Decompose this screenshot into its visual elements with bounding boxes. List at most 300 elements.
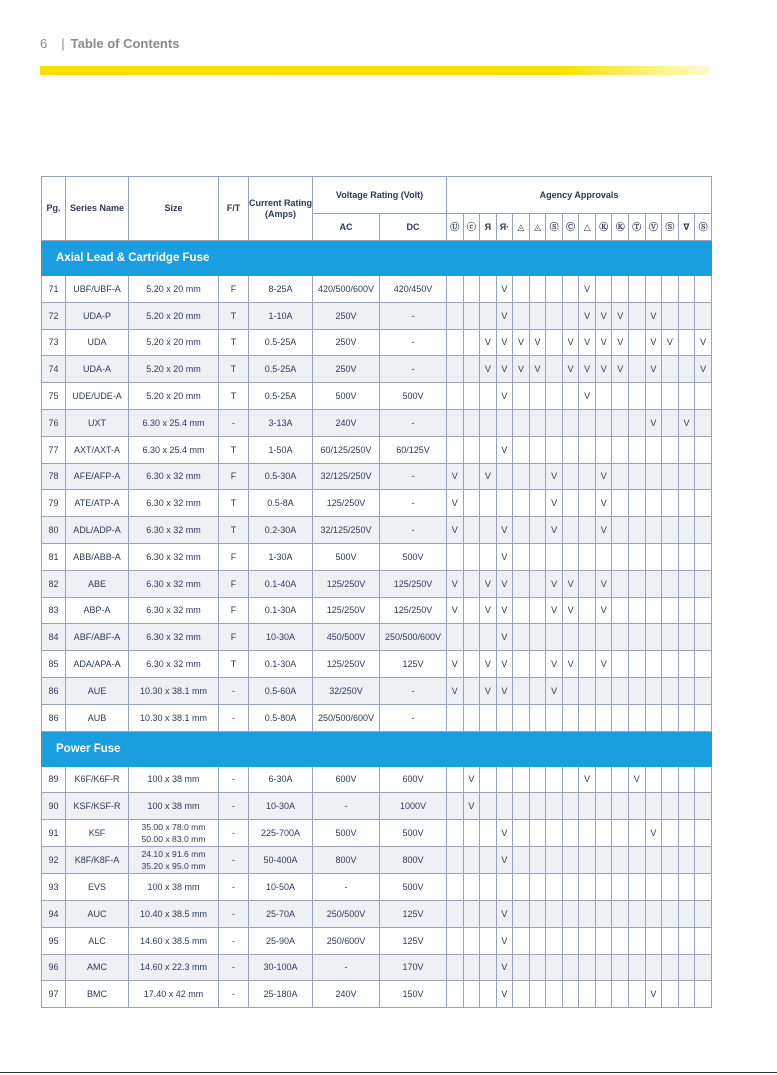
cell-approval	[678, 677, 695, 704]
cell-approval	[562, 490, 579, 517]
cell-approval	[447, 409, 464, 436]
table-of-contents	[41, 176, 712, 1008]
cell-approval	[612, 624, 629, 651]
cell-approval: V	[496, 570, 513, 597]
cell-approval	[447, 383, 464, 410]
cell-approval	[645, 677, 662, 704]
cell-approval	[678, 793, 695, 820]
cell-approval	[695, 624, 712, 651]
cell-approval	[678, 651, 695, 678]
cell-dc: -	[380, 356, 447, 383]
cell-series-name: UBF/UBF-A	[66, 276, 129, 303]
cell-approval	[513, 677, 530, 704]
cell-approval	[529, 954, 546, 981]
cell-approval	[562, 954, 579, 981]
cell-approval	[513, 793, 530, 820]
cell-approval	[645, 847, 662, 874]
cell-approval	[546, 543, 563, 570]
cell-approval: V	[480, 597, 497, 624]
cell-approval: V	[513, 329, 530, 356]
cell-page: 80	[42, 517, 66, 544]
cell-approval: V	[562, 597, 579, 624]
cell-approval	[579, 651, 596, 678]
cell-approval	[496, 704, 513, 731]
cell-approval: V	[612, 356, 629, 383]
cell-dc: 250/500/600V	[380, 624, 447, 651]
cell-approval	[678, 981, 695, 1008]
cell-series-name: AUB	[66, 704, 129, 731]
cell-page: 73	[42, 329, 66, 356]
cell-ac: 240V	[313, 981, 380, 1008]
cell-approval	[629, 356, 646, 383]
cell-approval	[662, 409, 679, 436]
cell-approval	[529, 302, 546, 329]
cell-approval	[447, 847, 464, 874]
cell-approval	[463, 383, 480, 410]
cell-current: 0.5-80A	[249, 704, 313, 731]
cell-approval	[480, 874, 497, 901]
cell-ac: 250V	[313, 302, 380, 329]
size-line-2: 50.00 x 83.0 mm	[141, 834, 206, 845]
cell-page: 79	[42, 490, 66, 517]
cell-approval	[595, 383, 612, 410]
cell-series-name: K6F/K6F-R	[66, 766, 129, 793]
cell-ft: -	[219, 927, 249, 954]
cell-approval	[463, 543, 480, 570]
cell-size: 6.30 x 25.4 mm	[129, 436, 219, 463]
cell-approval	[579, 543, 596, 570]
cell-approval	[480, 436, 497, 463]
cell-dc: -	[380, 517, 447, 544]
cell-approval	[463, 409, 480, 436]
cell-approval	[629, 463, 646, 490]
cell-current: 0.5-8A	[249, 490, 313, 517]
cell-series-name: AXT/AXT-A	[66, 436, 129, 463]
cell-approval	[546, 981, 563, 1008]
cell-approval	[662, 597, 679, 624]
cell-approval	[595, 766, 612, 793]
cell-series-name: ATE/ATP-A	[66, 490, 129, 517]
cell-series-name: EVS	[66, 874, 129, 901]
cell-current: 8-25A	[249, 276, 313, 303]
table-row	[42, 570, 712, 597]
cell-approval	[645, 570, 662, 597]
cell-approval	[678, 302, 695, 329]
cell-ft: T	[219, 356, 249, 383]
cell-series-name: K5F	[66, 820, 129, 847]
cell-approval	[513, 276, 530, 303]
table-row	[42, 954, 712, 981]
cell-approval	[579, 463, 596, 490]
cell-approval: V	[480, 570, 497, 597]
cell-approval: V	[496, 927, 513, 954]
cell-ft: T	[219, 383, 249, 410]
cell-approval	[695, 463, 712, 490]
agency-cru-icon: Я·	[496, 214, 513, 241]
cell-approval: V	[496, 981, 513, 1008]
cell-ac: 450/500V	[313, 624, 380, 651]
cell-series-name: AUE	[66, 677, 129, 704]
page-header	[40, 36, 179, 51]
table-row	[42, 651, 712, 678]
cell-approval: V	[496, 820, 513, 847]
cell-approval	[562, 981, 579, 1008]
cell-series-name: K8F/K8F-A	[66, 847, 129, 874]
cell-size: 14.60 x 38.5 mm	[129, 927, 219, 954]
cell-approval	[595, 543, 612, 570]
footer-rule	[0, 1072, 777, 1073]
cell-approval	[678, 570, 695, 597]
cell-approval: V	[595, 570, 612, 597]
cell-approval	[662, 302, 679, 329]
cell-approval	[629, 276, 646, 303]
cell-approval	[645, 597, 662, 624]
cell-size: 5.20 x 20 mm	[129, 329, 219, 356]
cell-approval	[595, 874, 612, 901]
cell-size: 5.20 x 20 mm	[129, 383, 219, 410]
cell-approval: V	[695, 356, 712, 383]
cell-approval: V	[463, 766, 480, 793]
cell-approval	[447, 900, 464, 927]
cell-current: 1-50A	[249, 436, 313, 463]
cell-dc: 125V	[380, 651, 447, 678]
cell-ac: 125/250V	[313, 490, 380, 517]
cell-current: 0.2-30A	[249, 517, 313, 544]
cell-page: 71	[42, 276, 66, 303]
cell-series-name: BMC	[66, 981, 129, 1008]
cell-approval	[529, 463, 546, 490]
cell-approval	[463, 704, 480, 731]
cell-approval	[546, 356, 563, 383]
cell-approval	[562, 677, 579, 704]
cell-approval	[662, 356, 679, 383]
cell-approval	[629, 981, 646, 1008]
table-row	[42, 543, 712, 570]
cell-approval: V	[496, 597, 513, 624]
cell-dc: 500V	[380, 874, 447, 901]
cell-approval: V	[695, 329, 712, 356]
table-row	[42, 276, 712, 303]
cell-approval: V	[562, 329, 579, 356]
cell-approval	[480, 276, 497, 303]
cell-approval	[645, 900, 662, 927]
cell-approval: V	[579, 276, 596, 303]
cell-approval	[595, 793, 612, 820]
cell-approval	[546, 927, 563, 954]
cell-size: 6.30 x 32 mm	[129, 570, 219, 597]
cell-ft: T	[219, 517, 249, 544]
cell-page: 81	[42, 543, 66, 570]
cell-series-name: AMC	[66, 954, 129, 981]
cell-dc: -	[380, 409, 447, 436]
cell-approval	[513, 570, 530, 597]
cell-page: 84	[42, 624, 66, 651]
cell-ac: -	[313, 793, 380, 820]
cell-approval	[695, 793, 712, 820]
table-row	[42, 981, 712, 1008]
cell-approval	[612, 463, 629, 490]
cell-ac: -	[313, 954, 380, 981]
cell-approval: V	[496, 302, 513, 329]
cell-approval	[629, 383, 646, 410]
cell-approval: V	[447, 597, 464, 624]
cell-approval: V	[529, 356, 546, 383]
cell-approval	[629, 517, 646, 544]
cell-approval	[562, 927, 579, 954]
cell-ac: 125/250V	[313, 651, 380, 678]
cell-dc: 500V	[380, 543, 447, 570]
agency-ru-icon: Я	[480, 214, 497, 241]
cell-approval	[513, 847, 530, 874]
cell-page: 90	[42, 793, 66, 820]
cell-approval: V	[546, 570, 563, 597]
cell-approval: V	[463, 793, 480, 820]
table-row	[42, 766, 712, 793]
cell-approval	[480, 981, 497, 1008]
cell-approval: V	[546, 597, 563, 624]
cell-approval	[496, 490, 513, 517]
cell-approval	[695, 517, 712, 544]
cell-approval	[546, 329, 563, 356]
cell-approval: V	[480, 463, 497, 490]
cell-approval: V	[496, 356, 513, 383]
cell-approval	[513, 597, 530, 624]
cell-dc: 125V	[380, 900, 447, 927]
cell-approval	[463, 900, 480, 927]
cell-ac: 125/250V	[313, 570, 380, 597]
cell-approval	[513, 624, 530, 651]
cell-approval: V	[496, 847, 513, 874]
cell-approval	[645, 874, 662, 901]
cell-approval	[546, 900, 563, 927]
size-line-1: 35.00 x 78.0 mm	[141, 822, 206, 833]
cell-ft: -	[219, 900, 249, 927]
cell-size: 6.30 x 32 mm	[129, 651, 219, 678]
table-row	[42, 302, 712, 329]
cell-approval: V	[496, 624, 513, 651]
cell-approval	[480, 793, 497, 820]
cell-size	[129, 820, 219, 847]
cell-dc: 125V	[380, 927, 447, 954]
cell-approval	[678, 597, 695, 624]
cell-approval	[447, 436, 464, 463]
cell-approval	[645, 651, 662, 678]
cell-ft: F	[219, 570, 249, 597]
cell-approval	[480, 383, 497, 410]
cell-approval	[480, 954, 497, 981]
cell-approval	[662, 981, 679, 1008]
cell-approval	[579, 597, 596, 624]
cell-approval	[447, 302, 464, 329]
cell-current: 10-30A	[249, 624, 313, 651]
cell-approval	[662, 900, 679, 927]
cell-approval	[678, 766, 695, 793]
cell-ft: -	[219, 847, 249, 874]
cell-ft: F	[219, 597, 249, 624]
cell-approval	[645, 436, 662, 463]
cell-approval: V	[480, 356, 497, 383]
cell-approval	[447, 624, 464, 651]
cell-size: 100 x 38 mm	[129, 874, 219, 901]
cell-approval: V	[645, 820, 662, 847]
cell-approval	[612, 793, 629, 820]
cell-approval	[678, 927, 695, 954]
cell-approval: V	[546, 677, 563, 704]
cell-approval	[629, 543, 646, 570]
cell-approval: V	[595, 356, 612, 383]
cell-dc: 1000V	[380, 793, 447, 820]
cell-approval	[463, 329, 480, 356]
cell-approval	[595, 677, 612, 704]
cell-approval	[595, 927, 612, 954]
cell-current: 0.5-25A	[249, 356, 313, 383]
cell-approval	[695, 847, 712, 874]
cell-current: 1-30A	[249, 543, 313, 570]
cell-approval	[645, 276, 662, 303]
cell-approval	[645, 517, 662, 544]
cell-approval	[529, 409, 546, 436]
cell-approval	[480, 490, 497, 517]
cell-approval: V	[496, 436, 513, 463]
cell-size: 5.20 x 20 mm	[129, 356, 219, 383]
cell-approval	[629, 927, 646, 954]
cell-approval: V	[480, 329, 497, 356]
cell-approval	[612, 954, 629, 981]
cell-approval	[546, 276, 563, 303]
cell-approval	[562, 820, 579, 847]
cell-approval	[463, 651, 480, 678]
cell-approval	[562, 543, 579, 570]
cell-approval	[562, 276, 579, 303]
cell-approval	[562, 847, 579, 874]
cell-series-name: ADL/ADP-A	[66, 517, 129, 544]
cell-approval	[463, 820, 480, 847]
cell-current: 0.5-30A	[249, 463, 313, 490]
cell-approval	[496, 793, 513, 820]
cell-approval	[579, 517, 596, 544]
cell-approval	[513, 651, 530, 678]
agency-kc-icon: Ⓚ	[595, 214, 612, 241]
cell-approval	[579, 900, 596, 927]
cell-approval	[662, 463, 679, 490]
cell-approval	[645, 383, 662, 410]
cell-approval	[447, 704, 464, 731]
cell-current: 6-30A	[249, 766, 313, 793]
cell-page: 97	[42, 981, 66, 1008]
section-header	[42, 731, 712, 766]
cell-ft: F	[219, 276, 249, 303]
cell-approval	[496, 766, 513, 793]
cell-approval	[695, 651, 712, 678]
cell-series-name: AUC	[66, 900, 129, 927]
cell-dc: 500V	[380, 383, 447, 410]
cell-approval	[595, 820, 612, 847]
cell-approval	[480, 517, 497, 544]
table-row	[42, 329, 712, 356]
cell-current: 30-100A	[249, 954, 313, 981]
cell-approval	[695, 704, 712, 731]
cell-approval: V	[645, 356, 662, 383]
cell-series-name: ADA/APA-A	[66, 651, 129, 678]
cell-approval: V	[546, 463, 563, 490]
cell-series-name: KSF/KSF-R	[66, 793, 129, 820]
cell-approval: V	[595, 517, 612, 544]
cell-approval	[562, 517, 579, 544]
col-header-dc: DC	[380, 214, 447, 241]
cell-approval	[546, 766, 563, 793]
cell-approval	[513, 543, 530, 570]
cell-ac: 800V	[313, 847, 380, 874]
cell-approval	[629, 847, 646, 874]
cell-approval	[612, 820, 629, 847]
agency-s-icon: Ⓢ	[695, 214, 712, 241]
cell-approval	[579, 927, 596, 954]
cell-page: 72	[42, 302, 66, 329]
cell-dc: 125/250V	[380, 570, 447, 597]
cell-approval	[529, 704, 546, 731]
cell-approval	[662, 954, 679, 981]
cell-approval	[695, 409, 712, 436]
section-title: Power Fuse	[42, 731, 712, 766]
cell-approval	[463, 463, 480, 490]
col-header-voltage: Voltage Rating (Volt)	[313, 177, 447, 214]
cell-approval: V	[529, 329, 546, 356]
cell-approval	[529, 276, 546, 303]
cell-approval	[612, 900, 629, 927]
table-row	[42, 677, 712, 704]
agency-pse2-icon: ◬	[529, 214, 546, 241]
cell-size: 6.30 x 32 mm	[129, 624, 219, 651]
cell-dc: -	[380, 490, 447, 517]
table-row	[42, 704, 712, 731]
cell-approval	[480, 543, 497, 570]
cell-page: 86	[42, 704, 66, 731]
cell-approval	[662, 651, 679, 678]
cell-approval	[678, 276, 695, 303]
cell-approval	[678, 517, 695, 544]
cell-approval	[595, 624, 612, 651]
cell-ac: 250V	[313, 329, 380, 356]
cell-approval	[562, 704, 579, 731]
cell-approval	[629, 704, 646, 731]
cell-ft: T	[219, 302, 249, 329]
cell-approval	[447, 954, 464, 981]
cell-approval	[447, 356, 464, 383]
cell-approval	[629, 954, 646, 981]
cell-page: 91	[42, 820, 66, 847]
cell-approval	[513, 766, 530, 793]
cell-current: 0.5-25A	[249, 383, 313, 410]
cell-approval: V	[513, 356, 530, 383]
cell-approval	[546, 847, 563, 874]
cell-approval	[579, 704, 596, 731]
cell-approval	[695, 276, 712, 303]
cell-approval	[463, 677, 480, 704]
cell-size: 6.30 x 32 mm	[129, 597, 219, 624]
cell-approval	[513, 490, 530, 517]
cell-approval	[529, 981, 546, 1008]
cell-ft: -	[219, 793, 249, 820]
cell-approval	[579, 624, 596, 651]
cell-approval	[662, 543, 679, 570]
cell-approval	[612, 436, 629, 463]
cell-approval: V	[496, 517, 513, 544]
cell-approval	[529, 597, 546, 624]
cell-approval	[480, 927, 497, 954]
cell-series-name: ABF/ABF-A	[66, 624, 129, 651]
cell-approval	[447, 793, 464, 820]
cell-series-name: ABB/ABB-A	[66, 543, 129, 570]
